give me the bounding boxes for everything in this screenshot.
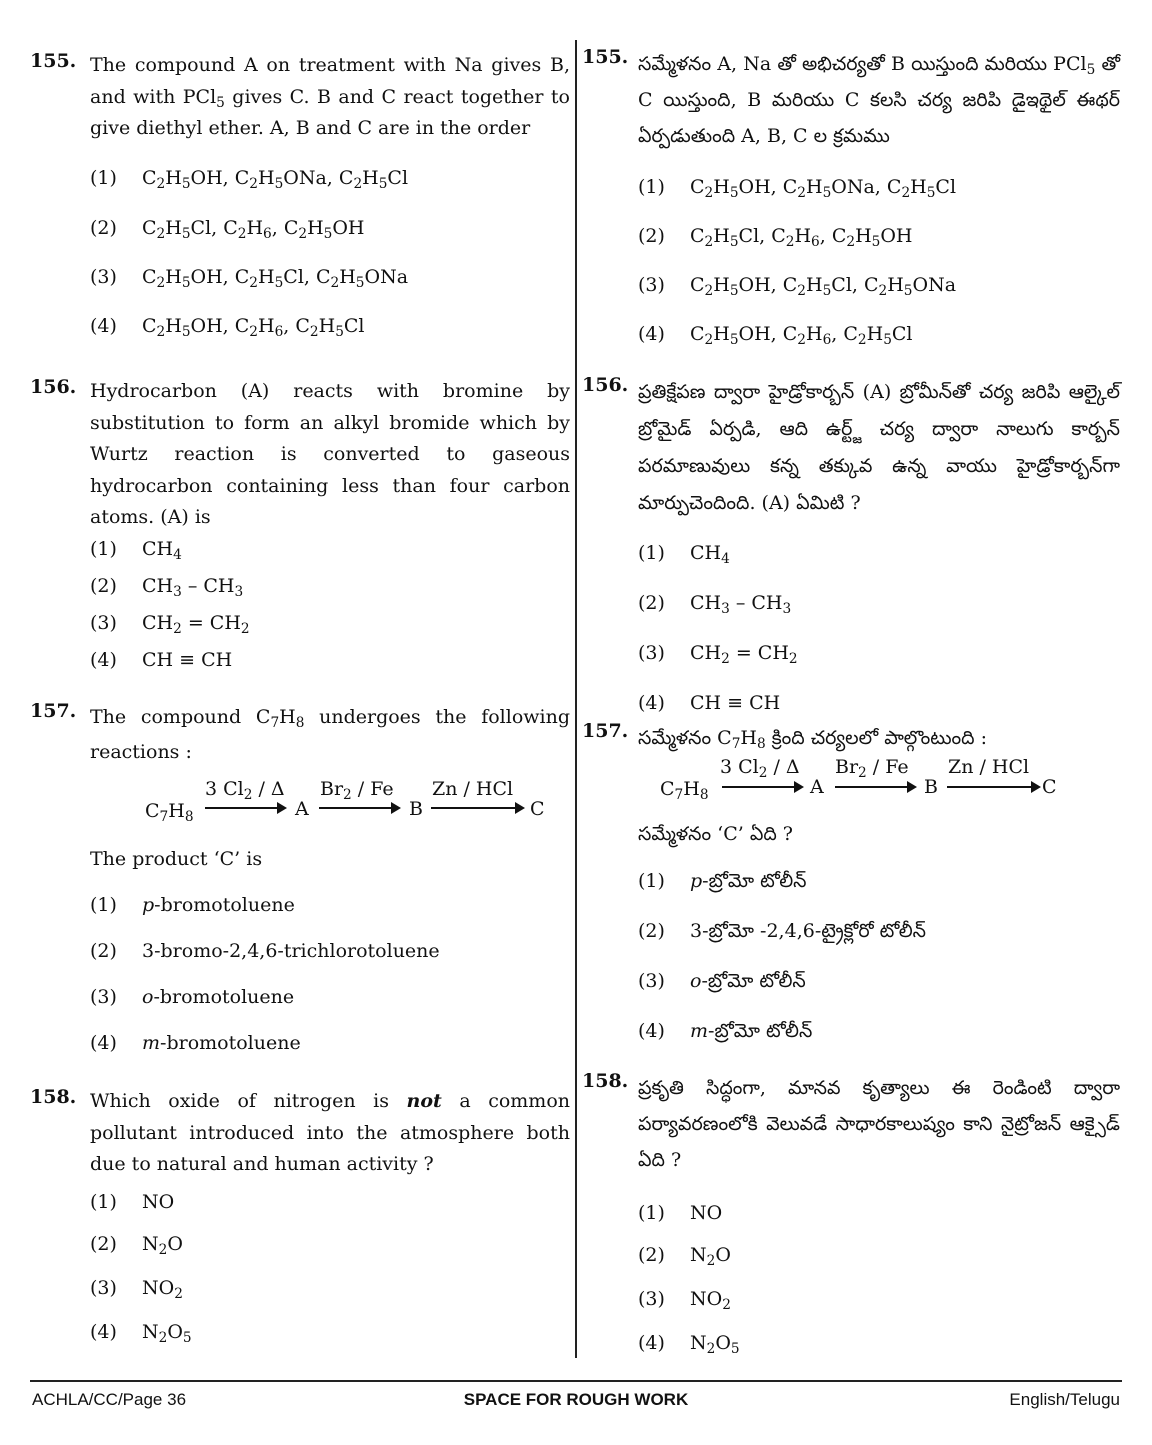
question-number: 157. bbox=[30, 700, 77, 722]
option: (4) $C_2H_5OH$, $C_2H_6$, $C_2H_5Cl$ bbox=[90, 314, 365, 340]
question-text: Which oxide of nitrogen is not a common pollutant introduced into the atmosphere both due to natural and human activity ? bbox=[90, 1090, 570, 1175]
scheme-reagent-2: $Br_2$ / Fe bbox=[320, 778, 394, 804]
option: (1) p-bromotoluene bbox=[90, 894, 295, 916]
options-list bbox=[638, 870, 1120, 1044]
footer-rule bbox=[30, 1380, 1122, 1382]
question-text: ప్రకృతి సిద్ధంగా, మానవ కృత్యాలు ఈ రెండింటి ద్వారా పర్యావరణంలోకి వెలువడే సాధారకాలుష్యం కాని నైట్రోజన్ ఆక్సైడ్ ఏది ? bbox=[638, 1077, 1120, 1171]
reaction-arrow bbox=[722, 786, 802, 788]
option: (3) $C_2H_5OH$, $C_2H_5Cl$, $C_2H_5ONa$ bbox=[638, 274, 957, 300]
question-158-en bbox=[30, 1086, 570, 1345]
options-list bbox=[638, 1202, 1120, 1356]
option: (2) $C_2H_5Cl$, $C_2H_6$, $C_2H_5OH$ bbox=[90, 216, 365, 242]
scheme-product-a: A bbox=[295, 798, 309, 820]
scheme-reagent-3: Zn / HCl bbox=[432, 778, 514, 800]
option: (3) $NO_2$ bbox=[638, 1288, 731, 1314]
options-list bbox=[90, 167, 570, 339]
question-156-te bbox=[582, 374, 1120, 716]
option: (2) $C_2H_5Cl$, $C_2H_6$, $C_2H_5OH$ bbox=[638, 225, 913, 251]
question-157-en bbox=[30, 700, 570, 1054]
option: (2) 3-బ్రోమో -2,4,6-ట్రైక్లోరో టోలీన్ bbox=[638, 920, 926, 942]
reaction-arrow bbox=[431, 807, 523, 809]
options-list bbox=[90, 1191, 570, 1345]
reaction-arrow bbox=[835, 786, 915, 788]
question-157-te bbox=[582, 720, 1120, 1042]
scheme-reagent-2: $Br_2$ / Fe bbox=[835, 756, 909, 782]
option: (2) 3-bromo-2,4,6-trichlorotoluene bbox=[90, 940, 440, 962]
option: (4) CH ≡ CH bbox=[638, 692, 781, 714]
footer-language: English/Telugu bbox=[1009, 1390, 1120, 1409]
option: (2) $N_2O$ bbox=[638, 1244, 731, 1270]
scheme-reagent-1: 3 $Cl_2$ / Δ bbox=[205, 778, 285, 804]
question-number: 155. bbox=[582, 46, 629, 68]
option: (1) NO bbox=[90, 1190, 175, 1213]
option: (3) $C_2H_5OH$, $C_2H_5Cl$, $C_2H_5ONa$ bbox=[90, 265, 409, 291]
option: (1) $CH_4$ bbox=[638, 542, 730, 568]
reaction-arrow bbox=[319, 807, 399, 809]
options-list bbox=[90, 538, 570, 673]
reaction-arrow bbox=[205, 807, 285, 809]
scheme-product-b: B bbox=[924, 776, 938, 798]
footer-rough-work: SPACE FOR ROUGH WORK bbox=[463, 1390, 689, 1409]
option: (3) o-బ్రోమో టోలీన్ bbox=[638, 970, 806, 992]
question-text: The compound $C_7H_8$ undergoes the following reactions : bbox=[90, 706, 570, 763]
option: (3) $CH_2 = CH_2$ bbox=[638, 642, 798, 668]
scheme-start: $C_7H_8$ bbox=[145, 800, 194, 826]
question-text: Hydrocarbon (A) reacts with bromine by substitution to form an alkyl bromide which by Wurtz reaction is converted to gaseous hydrocarbon containing less than four carbon atoms. (A) is bbox=[90, 380, 570, 528]
option: (2) $CH_3 - CH_3$ bbox=[638, 592, 792, 618]
option: (1) $C_2H_5OH$, $C_2H_5ONa$, $C_2H_5Cl$ bbox=[90, 166, 409, 192]
scheme-reagent-1: 3 $Cl_2$ / Δ bbox=[720, 756, 800, 782]
question-156-en bbox=[30, 376, 570, 673]
question-text: సమ్మేళనం $C_7H_8$ క్రింది చర్యలలో పాల్గొంటుంది : bbox=[638, 727, 988, 753]
footer-page-id: ACHLA/CC/Page 36 bbox=[32, 1390, 187, 1409]
scheme-product-b: B bbox=[409, 798, 423, 820]
scheme-start: $C_7H_8$ bbox=[660, 778, 709, 804]
scheme-product-c: C bbox=[1042, 776, 1057, 798]
question-number: 156. bbox=[30, 376, 77, 398]
options-list bbox=[90, 894, 570, 1056]
option: (2) $CH_3 - CH_3$ bbox=[90, 574, 244, 600]
option: (3) $NO_2$ bbox=[90, 1276, 183, 1302]
question-number: 158. bbox=[30, 1086, 77, 1108]
question-number: 156. bbox=[582, 374, 629, 396]
question-text: ప్రతిక్షేపణ ద్వారా హైడ్రోకార్బన్ (A) బ్రోమీన్‌తో చర్య జరిపి ఆల్కైల్ బ్రోమైడ్ ఏర్పడి, ఆది ఉర్ట్జ్ చర్య ద్వారా నాలుగు కార్బన్ పరమాణువులు కన్న తక్కువ ఉన్న వాయు హైడ్రోకార్బన్‌గా మార్పుచెందింది. (A) ఏమిటి ? bbox=[638, 381, 1120, 514]
option: (3) $CH_2 = CH_2$ bbox=[90, 611, 250, 637]
option: (4) $C_2H_5OH$, $C_2H_6$, $C_2H_5Cl$ bbox=[638, 323, 913, 349]
question-text: The compound A on treatment with Na gives B, and with PCl$_5$ gives C. B and C react together to give diethyl ether. A, B and C are in the order bbox=[90, 54, 570, 139]
option: (1) $CH_4$ bbox=[90, 537, 182, 563]
option: (4) m-బ్రోమో టోలీన్ bbox=[638, 1020, 813, 1042]
options-list bbox=[638, 542, 1120, 716]
reaction-arrow bbox=[947, 786, 1039, 788]
option: (2) $N_2O$ bbox=[90, 1232, 183, 1258]
question-number: 158. bbox=[582, 1070, 629, 1092]
question-155-te bbox=[582, 46, 1120, 347]
scheme-product-a: A bbox=[810, 776, 824, 798]
option: (4) CH ≡ CH bbox=[90, 648, 233, 671]
scheme-product-c: C bbox=[530, 798, 545, 820]
question-158-te bbox=[582, 1070, 1120, 1356]
question-followup: The product ‘C’ is bbox=[90, 848, 263, 870]
option: (1) NO bbox=[638, 1202, 723, 1224]
question-155-en bbox=[30, 50, 570, 339]
options-list bbox=[638, 176, 1120, 347]
option: (4) m-bromotoluene bbox=[90, 1032, 301, 1054]
option: (1) $C_2H_5OH$, $C_2H_5ONa$, $C_2H_5Cl$ bbox=[638, 176, 957, 202]
option: (3) o-bromotoluene bbox=[90, 986, 295, 1008]
option: (1) p-బ్రోమో టోలీన్ bbox=[638, 870, 807, 892]
question-text: సమ్మేళనం A, Na తో అభిచర్యతో B యిస్తుంది మరియు PCl$_5$ తో C యిస్తుంది, B మరియు C కలసి చర్య జరిపి డైఇథైల్ ఈథర్ ఏర్పడుతుంది A, B, C ల క్రమము bbox=[638, 53, 1120, 147]
scheme-reagent-3: Zn / HCl bbox=[948, 756, 1030, 778]
option: (4) $N_2O_5$ bbox=[638, 1332, 740, 1358]
option: (4) $N_2O_5$ bbox=[90, 1320, 192, 1346]
question-number: 157. bbox=[582, 720, 629, 742]
question-number: 155. bbox=[30, 50, 77, 72]
question-followup: సమ్మేళనం ‘C’ ఏది ? bbox=[638, 823, 793, 845]
column-divider bbox=[575, 40, 577, 1358]
